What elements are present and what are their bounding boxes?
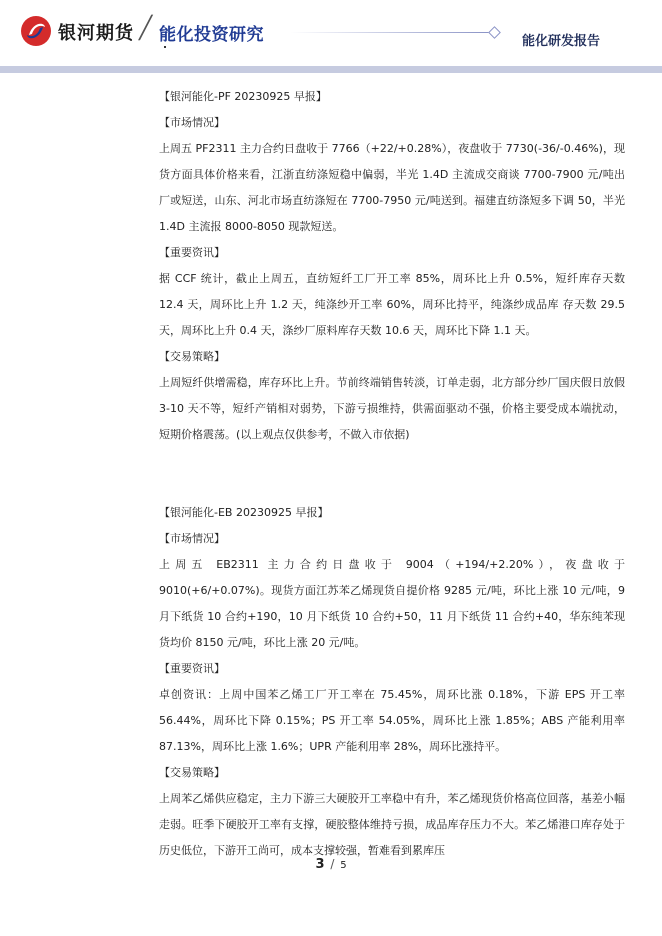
section-title: 【银河能化-PF 20230925 早报】 [159, 90, 327, 103]
total-pages: 5 [340, 860, 347, 871]
header-separator: ╱ [139, 16, 153, 41]
strategy-paragraph: 上周短纤供增需稳，库存环比上升。节前终端销售转淡，订单走弱，北方部分纱厂国庆假日放假 3-10 天不等，短纤产销相对弱势，下游亏损维持，供需面驱动不强，价格主要受成本端扰动，短期价格震荡。(以上观点仅供参考，不做入市依据) [159, 376, 625, 441]
diamond-icon [488, 26, 501, 39]
current-page: 3 [315, 857, 325, 872]
market-heading: 【市场情况】 [159, 532, 225, 545]
strategy-heading: 【交易策略】 [159, 766, 225, 779]
market-heading: 【市场情况】 [159, 116, 225, 129]
brand-name: 银河期货 [58, 23, 134, 44]
report-type: 能化研发报告 [522, 34, 601, 49]
news-paragraph: 卓创资讯：上周中国苯乙烯工厂开工率在 75.45%，周环比涨 0.18%，下游 EPS 开工率 56.44%，周环比下降 0.15%；PS 开工率 54.05%，周环比上涨 1.85%；ABS 产能利用率 87.13%，周环比上涨 1.6%；UPR 产能利用率 28%，周环比涨持平。 [159, 688, 625, 753]
section-eb [159, 500, 625, 864]
department-name: 能化投资研究 [159, 25, 264, 45]
page-number [0, 857, 662, 872]
report-body [159, 84, 625, 864]
section-title: 【银河能化-EB 20230925 早报】 [159, 506, 329, 519]
section-gap [159, 448, 625, 500]
news-heading: 【重要资讯】 [159, 246, 225, 259]
news-heading: 【重要资讯】 [159, 662, 225, 675]
strategy-paragraph: 上周苯乙烯供应稳定，主力下游三大硬胶开工率稳中有升，苯乙烯现货价格高位回落，基差小幅走弱。旺季下硬胶开工率有支撑，硬胶整体维持亏损，成品库存压力不大。苯乙烯港口库存处于历史低位，下游开工尚可，成本支撑较强，暂难看到累库压 [159, 792, 625, 857]
news-paragraph: 据 CCF 统计，截止上周五，直纺短纤工厂开工率 85%，周环比上升 0.5%，短纤库存天数 12.4 天，周环比上升 1.2 天，纯涤纱开工率 60%，周环比持平，纯涤纱成品库 存天数 29.5 天，周环比上升 0.4 天，涤纱厂原料库存天数 10.6 天，周环比下降 1.1 天。 [159, 272, 625, 337]
header-dot [164, 46, 166, 48]
market-paragraph: 上周五 EB2311 主力合约日盘收于 9004（+194/+2.20%），夜盘收于 9010(+6/+0.07%)。现货方面江苏苯乙烯现货自提价格 9285 元/吨，环比上涨 10 元/吨，9 月下纸货 10 合约+190，10 月下纸货 10 合约+50，11 月下纸货 11 合约+40，华东纯苯现货均价 8150 元/吨，环比上涨 20 元/吨。 [159, 558, 625, 649]
strategy-heading: 【交易策略】 [159, 350, 225, 363]
section-pf [159, 84, 625, 448]
market-paragraph: 上周五 PF2311 主力合约日盘收于 7766（+22/+0.28%），夜盘收于 7730(-36/-0.46%)，现货方面具体价格来看，江浙直纺涤短稳中偏弱，半光 1.4D 主流成交商谈 7700-7900 元/吨出厂或短送，山东、河北市场直纺涤短在 7700-7950 元/吨送到。福建直纺涤短多下调 50，半光 1.4D 主流报 8000-8050 现款短送。 [159, 142, 625, 233]
galaxy-logo-icon [20, 15, 52, 47]
header-rule [290, 32, 490, 33]
page-header [0, 0, 662, 68]
page-separator: / [330, 857, 335, 871]
header-bar [0, 66, 662, 73]
